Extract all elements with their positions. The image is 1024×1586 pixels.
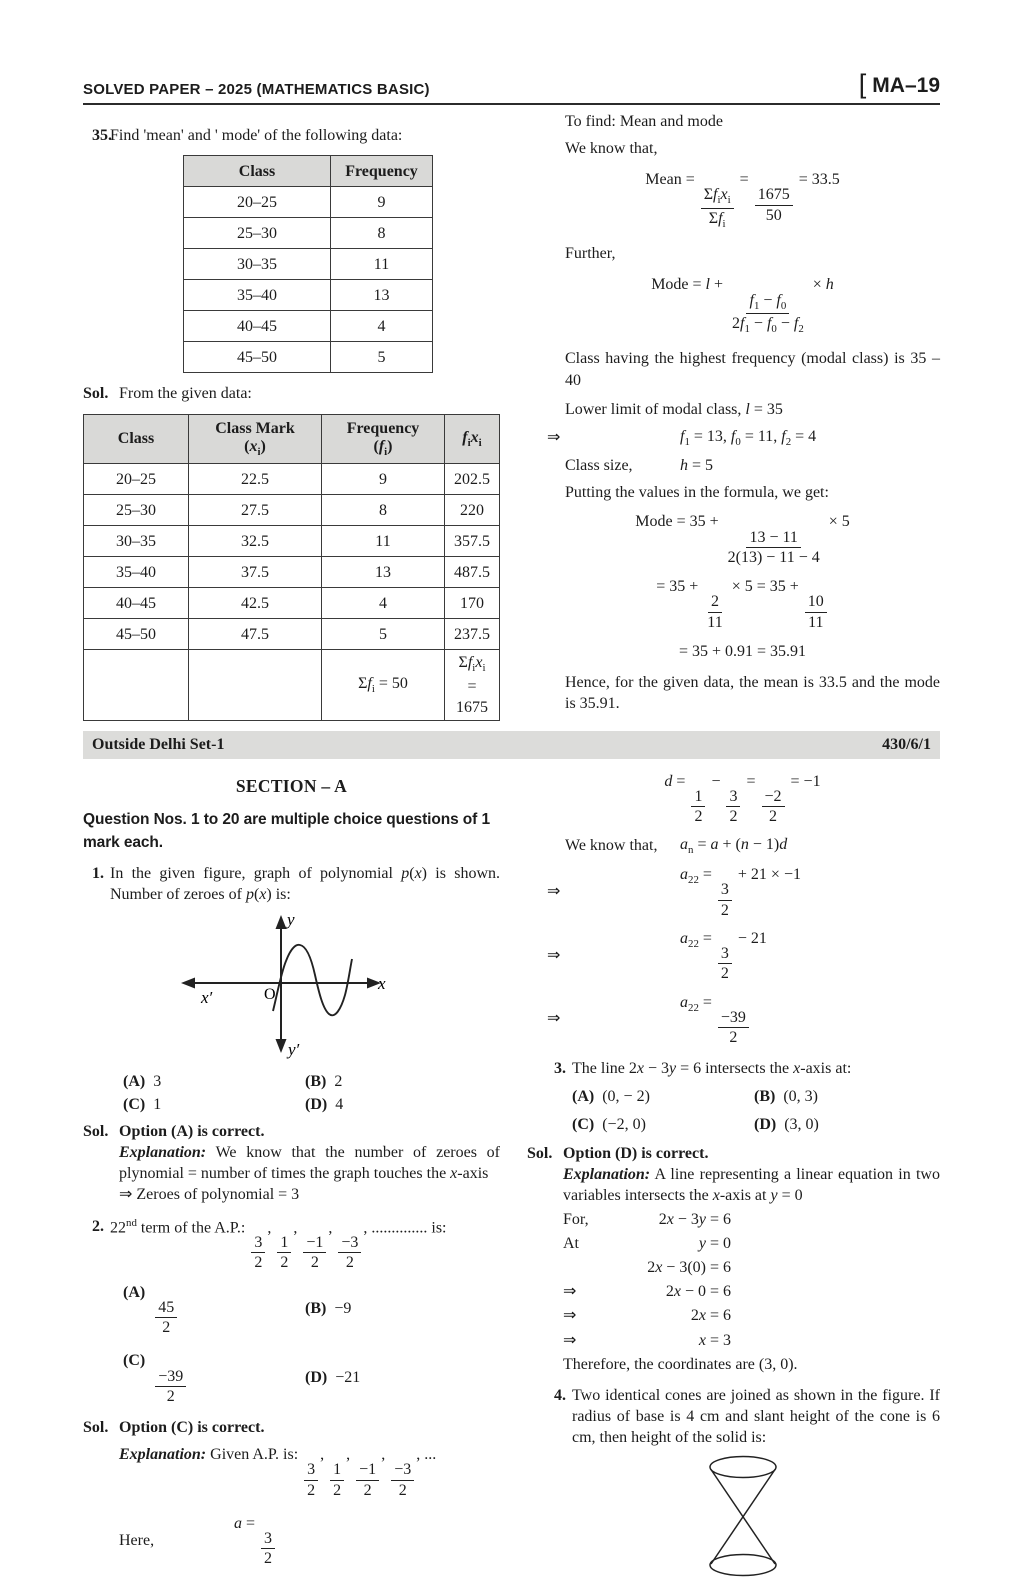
- cell-empty: [189, 650, 322, 721]
- q3-text: The line 2x − 3y = 6 intersects the x-axis at:: [572, 1060, 852, 1078]
- f-values: $f_1 = 13$, $f_0 = 11$, $f_2 = 4$: [680, 427, 817, 448]
- q2-solution-body: [119, 1417, 500, 1568]
- a22-equation-1: $a_{22}$ = $\frac{3}{2}$ + 21 × −1: [680, 866, 801, 919]
- q1-explanation: [119, 1142, 500, 1184]
- col-header-frequency: Frequency: [331, 156, 433, 187]
- table-row: [84, 495, 500, 526]
- a22-line-1: [545, 864, 940, 919]
- option-a-value: (0, − 2): [602, 1088, 650, 1106]
- option-a-value: 3: [153, 1072, 162, 1090]
- q35-number: 35.: [92, 127, 112, 144]
- q2-explanation-text: Given A.P. is: $\frac{3}{2}$ , $\frac{1}{2}$ , $\frac{-1}{2}$ , $\frac{-3}{2}$ , ...: [210, 1446, 437, 1499]
- cell: 40–45: [84, 588, 189, 619]
- cell: 9: [322, 464, 445, 495]
- option-a-label: (A): [572, 1088, 595, 1106]
- an-formula: $a_n = a + (n - 1)d$: [680, 835, 788, 856]
- double-cone-drawing: [691, 1454, 795, 1580]
- arrow-symbol: ⇒: [547, 883, 561, 901]
- we-know-text: We know that,: [565, 140, 658, 158]
- q3-number: 3.: [554, 1060, 566, 1078]
- cell-frequency: 9: [331, 187, 433, 218]
- q3-step: [563, 1257, 940, 1278]
- header-page-ref: [858, 69, 940, 99]
- set-code: 430/6/1: [882, 735, 931, 753]
- option-c: [123, 1350, 305, 1405]
- we-know-label: We know that,: [565, 836, 658, 854]
- q3-step: [563, 1330, 940, 1351]
- cell-sum-fixi: $\Sigma f_ix_i = 1675$: [445, 650, 500, 721]
- further-text: Further,: [565, 245, 616, 263]
- a22-line-3: [545, 992, 940, 1047]
- here-equation: a = $\frac{3}{2}$: [234, 1513, 500, 1568]
- option-b: [754, 1086, 940, 1107]
- q1-solution: [83, 1121, 500, 1205]
- option-b-label: (B): [305, 1300, 327, 1318]
- solution-label: Sol.: [83, 1419, 109, 1437]
- q1-zeroes-text: Zeroes of polynomial = 3: [136, 1186, 300, 1204]
- table-row: [84, 619, 500, 650]
- here-label: Here,: [119, 1531, 155, 1549]
- q3-step: [563, 1233, 940, 1254]
- page-header: [83, 69, 940, 105]
- option-d-label: (D): [754, 1115, 777, 1133]
- header-bracket: [: [858, 69, 867, 99]
- explanation-label: Explanation:: [119, 1144, 207, 1162]
- cell: 20–25: [84, 464, 189, 495]
- q35-text: Find 'mean' and ' mode' of the following data:: [110, 127, 403, 144]
- q3-question: [545, 1058, 940, 1079]
- q1-solution-body: [119, 1121, 500, 1205]
- cell: 22.5: [189, 464, 322, 495]
- q1-explanation-text: We know that the number of zeroes of plynomial = number of times the graph touches the x-axis: [119, 1144, 501, 1183]
- f-values-line: [545, 426, 940, 450]
- q4-text: Two identical cones are joined as shown in the figure. If radius of base is 4 cm and slant height of the cone is 6 cm, then height of the solid is:: [572, 1386, 940, 1447]
- step-label: ⇒: [563, 1283, 577, 1301]
- table-row: [184, 280, 433, 311]
- table-row: [184, 187, 433, 218]
- table-row: [184, 342, 433, 373]
- we-know-line: [545, 834, 940, 858]
- cell-frequency: 4: [331, 311, 433, 342]
- option-b-value: −9: [334, 1300, 352, 1318]
- table-row: [84, 464, 500, 495]
- col-header-class: Class: [84, 415, 189, 464]
- cell: 30–35: [84, 526, 189, 557]
- a22-equation-3: $a_{22}$ = $\frac{-39}{2}$: [680, 992, 940, 1047]
- cell: 35–40: [84, 557, 189, 588]
- cell-frequency: 5: [331, 342, 433, 373]
- cell: 45–50: [84, 619, 189, 650]
- cell-class: 20–25: [184, 187, 331, 218]
- cell: 11: [322, 526, 445, 557]
- solution-label: Sol.: [83, 1123, 109, 1141]
- mode-calc-3: = 35 + 0.91 = 35.91: [678, 642, 807, 660]
- option-c-value: $\frac{-39}{2}$: [153, 1352, 188, 1369]
- d-equation: d = $\frac{1}{2}$ − $\frac{3}{2}$ = $\frac{-2}{2}$ = −1: [664, 772, 821, 826]
- col-header-fixi: $f_ix_i$: [445, 415, 500, 464]
- mode-formula: Mode = l + $\frac{f_1 - f_0}{2f_1 - f_0 - f_2}$ × h: [651, 276, 834, 336]
- option-d-label: (D): [305, 1096, 328, 1113]
- polynomial-graph-figure: [171, 909, 500, 1067]
- table-row: [184, 249, 433, 280]
- mcq-intro-text: Question Nos. 1 to 20 are multiple choice questions of 1 mark each.: [83, 811, 490, 852]
- col-header-class: Class: [184, 156, 331, 187]
- q2-explanation: [119, 1444, 500, 1499]
- cell-class: 40–45: [184, 311, 331, 342]
- q4-question: [545, 1385, 940, 1448]
- cell-class: 25–30: [184, 218, 331, 249]
- option-c-label: (C): [572, 1115, 595, 1133]
- option-d-value: (3, 0): [784, 1115, 819, 1133]
- option-d-label: (D): [305, 1369, 328, 1387]
- double-cone-figure: [545, 1454, 940, 1586]
- cell-class: 35–40: [184, 280, 331, 311]
- option-b: [305, 1298, 500, 1319]
- q1-answer: Option (A) is correct.: [119, 1123, 265, 1141]
- lower-limit-text: Lower limit of modal class, l = 35: [565, 400, 783, 418]
- option-d: [305, 1367, 500, 1388]
- q35-question: [83, 125, 500, 146]
- q2-question: [83, 1216, 500, 1272]
- cell: 237.5: [445, 619, 500, 650]
- cell: 13: [322, 557, 445, 588]
- step-label: ⇒: [563, 1331, 577, 1349]
- class-size-line: [545, 455, 940, 476]
- section-a-region: [83, 759, 940, 1586]
- cell-frequency: 8: [331, 218, 433, 249]
- cell-frequency: 11: [331, 249, 433, 280]
- q3-step: [563, 1281, 940, 1302]
- solution-label: Sol.: [527, 1144, 553, 1162]
- option-c: [572, 1114, 754, 1135]
- q2-solution: [83, 1417, 500, 1568]
- mode-calc-1: Mode = 35 + $\frac{13 - 11}{2(13) - 11 - 4}$ × 5: [635, 513, 850, 566]
- arrow-symbol: ⇒: [547, 428, 561, 446]
- a22-line-2: [545, 928, 940, 983]
- step-equation: 2x − 3(0) = 6: [647, 1259, 731, 1277]
- frequency-table: [183, 155, 433, 373]
- q1-text: In the given figure, graph of polynomial p(x) is shown. Number of zeroes of p(x) is:: [110, 864, 501, 903]
- x-prime-label: x′: [201, 987, 213, 1007]
- x-axis-label: x: [378, 973, 386, 993]
- section-a-left-column: [83, 759, 500, 1568]
- step-label: [563, 1257, 613, 1278]
- q2-text: 22nd term of the A.P.: $\frac{3}{2}$ , $\frac{1}{2}$ , $\frac{-1}{2}$ , $\frac{-3}{2}$ , .............. is:: [110, 1216, 447, 1272]
- cell: 202.5: [445, 464, 500, 495]
- y-axis-label: y: [287, 909, 295, 929]
- q35-region: [83, 111, 940, 721]
- cell-frequency: 13: [331, 280, 433, 311]
- q3-step: [563, 1305, 940, 1326]
- step-label: For,: [563, 1211, 589, 1229]
- arrow-symbol: ⇒: [547, 946, 561, 964]
- step-equation: 2x = 6: [690, 1307, 731, 1325]
- table-row: [84, 526, 500, 557]
- a22-equation-2: $a_{22}$ = $\frac{3}{2}$ − 21: [680, 929, 767, 983]
- cell: 47.5: [189, 619, 322, 650]
- q2-number: 2.: [92, 1217, 104, 1235]
- origin-label: O: [264, 985, 276, 1003]
- table-row: [184, 218, 433, 249]
- q35-solution-intro: [83, 383, 500, 404]
- step-equation: y = 0: [698, 1235, 731, 1253]
- header-title-normal: SOLVED PAPER – 2025: [83, 81, 257, 98]
- option-a: [572, 1086, 754, 1107]
- option-a-label: (A): [123, 1283, 146, 1301]
- set-band: [83, 731, 940, 759]
- q3-solution: [527, 1143, 940, 1375]
- cell: 32.5: [189, 526, 322, 557]
- q3-answer: Option (D) is correct.: [563, 1144, 709, 1162]
- step-equation: 2x − 3y = 6: [658, 1211, 731, 1229]
- cell-class: 30–35: [184, 249, 331, 280]
- option-b-label: (B): [305, 1072, 327, 1090]
- arrow-symbol: ⇒: [547, 1010, 561, 1028]
- cell-empty: [84, 650, 189, 721]
- step-label: ⇒: [563, 1307, 577, 1325]
- table-row: [84, 588, 500, 619]
- polynomial-graph: [171, 909, 389, 1061]
- option-d: [305, 1094, 500, 1115]
- option-d-value: −21: [335, 1369, 361, 1387]
- col-header-frequency: Frequency $(f_i)$: [322, 415, 445, 464]
- header-title: [83, 81, 430, 98]
- col-header-class-mark: Class Mark $(x_i)$: [189, 415, 322, 464]
- q35-right-column: [545, 111, 940, 714]
- cell: 25–30: [84, 495, 189, 526]
- q2-answer: Option (C) is correct.: [119, 1419, 265, 1437]
- table-row: [184, 311, 433, 342]
- cell: 4: [322, 588, 445, 619]
- q3-solution-body: [563, 1143, 940, 1375]
- q1-question: [83, 863, 500, 905]
- to-find-text: To find: Mean and mode: [565, 113, 723, 130]
- header-title-bold: (MATHEMATICS BASIC): [256, 81, 430, 98]
- calculation-table: [83, 414, 500, 721]
- cell: 170: [445, 588, 500, 619]
- option-c-label: (C): [123, 1352, 146, 1370]
- q35-left-column: [83, 111, 500, 721]
- table-row: [84, 557, 500, 588]
- q3-explanation: [563, 1164, 940, 1206]
- cell: 27.5: [189, 495, 322, 526]
- q3-step: [563, 1209, 940, 1230]
- mean-equation: Mean = $\Sigma f_ix_i$ $\Sigma f_i$ = $\frac{1675}{50}$ = 33.5: [645, 171, 840, 231]
- class-size-label: Class size,: [565, 457, 633, 475]
- step-equation: 2x − 0 = 6: [665, 1283, 731, 1301]
- cell: 220: [445, 495, 500, 526]
- cell: 357.5: [445, 526, 500, 557]
- solution-intro-text: From the given data:: [119, 385, 252, 403]
- modal-class-text: Class having the highest frequency (modal class) is 35 – 40: [565, 350, 940, 389]
- putting-values-text: Putting the values in the formula, we get:: [565, 484, 829, 502]
- option-a: [123, 1071, 305, 1092]
- section-a-right-column: [527, 759, 940, 1586]
- cell-sum-fi: $\Sigma f_i = 50$: [322, 650, 445, 721]
- q2-options: [123, 1282, 500, 1405]
- q3-explanation-text: A line representing a linear equation in two variables intersects the x-axis at y = 0: [563, 1165, 940, 1204]
- option-b-value: (0, 3): [783, 1088, 818, 1106]
- explanation-label: Explanation:: [563, 1165, 651, 1183]
- q3-therefore-text: Therefore, the coordinates are (3, 0).: [563, 1355, 798, 1373]
- q1-zeroes-line: [119, 1184, 500, 1205]
- step-equation: x = 3: [698, 1331, 731, 1349]
- arrow-symbol: ⇒: [119, 1186, 133, 1204]
- option-d-value: 4: [335, 1096, 344, 1113]
- table-totals-row: [84, 650, 500, 721]
- option-c-label: (C): [123, 1096, 146, 1113]
- class-size-value: h = 5: [680, 457, 714, 475]
- solution-label: Sol.: [83, 385, 109, 403]
- q1-number: 1.: [92, 864, 104, 882]
- cell: 8: [322, 495, 445, 526]
- q3-options: [572, 1086, 940, 1134]
- step-label: At: [563, 1235, 579, 1253]
- explanation-label: Explanation:: [119, 1446, 207, 1464]
- option-a-value: $\frac{45}{2}$: [153, 1284, 179, 1301]
- option-b-value: 2: [334, 1072, 343, 1090]
- option-d: [754, 1114, 940, 1135]
- conclusion-text: Hence, for the given data, the mean is 33.5 and the mode is 35.91.: [565, 674, 940, 713]
- q1-options: [123, 1071, 500, 1115]
- q2-here-line: [119, 1513, 500, 1568]
- option-a: [123, 1282, 305, 1337]
- table-header-row: [84, 415, 500, 464]
- option-b: [305, 1071, 500, 1092]
- option-c: [123, 1094, 305, 1115]
- y-prime-label: y′: [288, 1039, 300, 1059]
- cell-class: 45–50: [184, 342, 331, 373]
- cell: 487.5: [445, 557, 500, 588]
- set-name: Outside Delhi Set-1: [92, 735, 225, 753]
- page-code: MA–19: [872, 74, 940, 97]
- q4-number: 4.: [554, 1386, 566, 1404]
- mode-calc-2: = 35 + $\frac{2}{11}$ × 5 = 35 + $\frac{10}{11}$: [545, 576, 940, 631]
- cell: 5: [322, 619, 445, 650]
- option-c-value: 1: [153, 1096, 162, 1113]
- section-title: SECTION – A: [235, 775, 348, 796]
- option-c-value: (−2, 0): [602, 1115, 646, 1133]
- table-header-row: [184, 156, 433, 187]
- cell: 37.5: [189, 557, 322, 588]
- option-a-label: (A): [123, 1072, 146, 1090]
- cell: 42.5: [189, 588, 322, 619]
- option-b-label: (B): [754, 1088, 776, 1106]
